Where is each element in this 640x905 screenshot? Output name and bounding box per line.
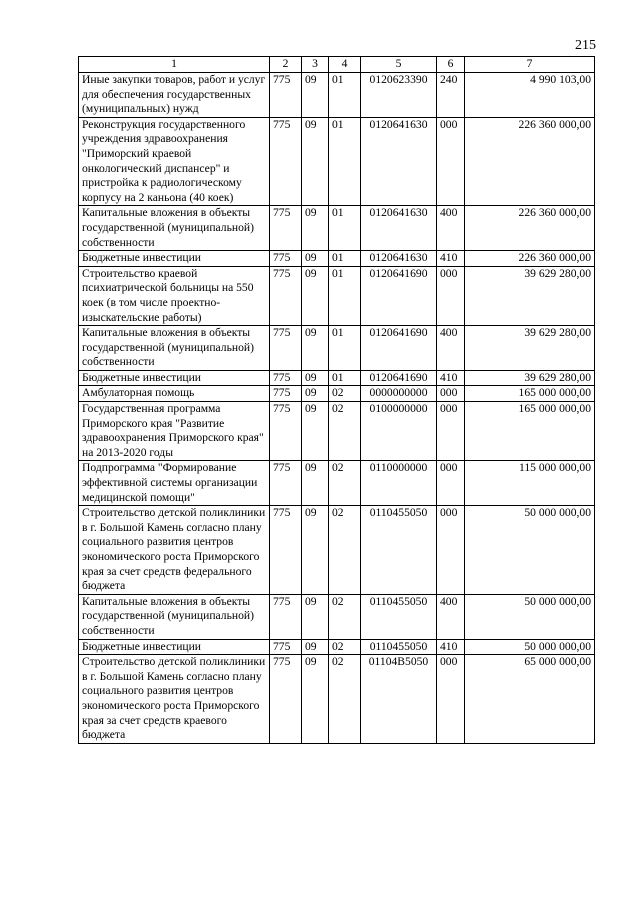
row-name-cell: Бюджетные инвестиции xyxy=(79,639,270,655)
column-header: 3 xyxy=(302,57,329,73)
table-row xyxy=(79,402,595,461)
row-gr-cell: 775 xyxy=(270,386,302,402)
row-sum-cell: 39 629 280,00 xyxy=(465,266,595,325)
row-csr-cell: 0110000000 xyxy=(361,461,437,506)
table-row xyxy=(79,206,595,251)
column-header: 2 xyxy=(270,57,302,73)
row-sum-cell: 50 000 000,00 xyxy=(465,506,595,595)
row-gr-cell: 775 xyxy=(270,117,302,206)
row-sum-cell: 4 990 103,00 xyxy=(465,73,595,118)
row-section-cell: 09 xyxy=(302,370,329,386)
row-sum-cell: 165 000 000,00 xyxy=(465,386,595,402)
row-subsection-cell: 01 xyxy=(329,73,361,118)
row-section-cell: 09 xyxy=(302,639,329,655)
row-section-cell: 09 xyxy=(302,386,329,402)
column-header: 5 xyxy=(361,57,437,73)
row-name-cell: Строительство детской поликлиники в г. Большой Камень согласно плану социального развития центров экономического роста Приморского края за счет средств федерального бюджета xyxy=(79,506,270,595)
row-sum-cell: 39 629 280,00 xyxy=(465,326,595,371)
row-gr-cell: 775 xyxy=(270,402,302,461)
row-csr-cell: 0120641630 xyxy=(361,117,437,206)
row-gr-cell: 775 xyxy=(270,506,302,595)
row-subsection-cell: 02 xyxy=(329,655,361,744)
row-csr-cell: 01104B5050 xyxy=(361,655,437,744)
row-section-cell: 09 xyxy=(302,506,329,595)
row-gr-cell: 775 xyxy=(270,326,302,371)
table-body xyxy=(79,73,595,744)
row-subsection-cell: 02 xyxy=(329,461,361,506)
row-subsection-cell: 02 xyxy=(329,386,361,402)
row-vr-cell: 000 xyxy=(437,117,465,206)
budget-table xyxy=(78,56,595,744)
row-subsection-cell: 02 xyxy=(329,639,361,655)
row-section-cell: 09 xyxy=(302,594,329,639)
row-section-cell: 09 xyxy=(302,206,329,251)
row-vr-cell: 000 xyxy=(437,266,465,325)
row-vr-cell: 410 xyxy=(437,370,465,386)
row-sum-cell: 65 000 000,00 xyxy=(465,655,595,744)
row-subsection-cell: 02 xyxy=(329,506,361,595)
row-csr-cell: 0110455050 xyxy=(361,639,437,655)
column-header: 6 xyxy=(437,57,465,73)
row-csr-cell: 0120641690 xyxy=(361,266,437,325)
row-subsection-cell: 01 xyxy=(329,117,361,206)
table-row xyxy=(79,655,595,744)
row-section-cell: 09 xyxy=(302,266,329,325)
column-header: 7 xyxy=(465,57,595,73)
table-row xyxy=(79,594,595,639)
row-subsection-cell: 01 xyxy=(329,251,361,267)
row-vr-cell: 410 xyxy=(437,639,465,655)
page-number: 215 xyxy=(575,38,596,53)
row-vr-cell: 410 xyxy=(437,251,465,267)
row-vr-cell: 000 xyxy=(437,386,465,402)
row-subsection-cell: 02 xyxy=(329,402,361,461)
table-row xyxy=(79,326,595,371)
row-name-cell: Реконструкция государственного учреждения здравоохранения "Приморский краевой онкологический диспансер" и пристройка к радиологическому корпусу на 2 каньона (40 коек) xyxy=(79,117,270,206)
table-row xyxy=(79,73,595,118)
row-vr-cell: 400 xyxy=(437,326,465,371)
row-name-cell: Строительство детской поликлиники в г. Большой Камень согласно плану социального развития центров экономического роста Приморского края за счет средств краевого бюджета xyxy=(79,655,270,744)
row-subsection-cell: 01 xyxy=(329,370,361,386)
row-subsection-cell: 01 xyxy=(329,326,361,371)
row-name-cell: Подпрограмма "Формирование эффективной системы организации медицинской помощи" xyxy=(79,461,270,506)
row-vr-cell: 400 xyxy=(437,594,465,639)
row-name-cell: Капитальные вложения в объекты государственной (муниципальной) собственности xyxy=(79,326,270,371)
row-section-cell: 09 xyxy=(302,655,329,744)
row-sum-cell: 226 360 000,00 xyxy=(465,251,595,267)
row-csr-cell: 0120641690 xyxy=(361,370,437,386)
column-header: 1 xyxy=(79,57,270,73)
table-row xyxy=(79,370,595,386)
row-gr-cell: 775 xyxy=(270,206,302,251)
row-name-cell: Строительство краевой психиатрической больницы на 550 коек (в том числе проектно-изыскательские работы) xyxy=(79,266,270,325)
row-sum-cell: 226 360 000,00 xyxy=(465,117,595,206)
row-sum-cell: 226 360 000,00 xyxy=(465,206,595,251)
row-csr-cell: 0100000000 xyxy=(361,402,437,461)
table-row xyxy=(79,251,595,267)
row-name-cell: Амбулаторная помощь xyxy=(79,386,270,402)
row-vr-cell: 000 xyxy=(437,655,465,744)
row-section-cell: 09 xyxy=(302,73,329,118)
row-gr-cell: 775 xyxy=(270,73,302,118)
row-subsection-cell: 01 xyxy=(329,206,361,251)
row-name-cell: Капитальные вложения в объекты государственной (муниципальной) собственности xyxy=(79,206,270,251)
row-vr-cell: 000 xyxy=(437,461,465,506)
row-sum-cell: 39 629 280,00 xyxy=(465,370,595,386)
row-name-cell: Иные закупки товаров, работ и услуг для обеспечения государственных (муниципальных) нужд xyxy=(79,73,270,118)
row-gr-cell: 775 xyxy=(270,639,302,655)
row-gr-cell: 775 xyxy=(270,370,302,386)
row-gr-cell: 775 xyxy=(270,461,302,506)
row-csr-cell: 0000000000 xyxy=(361,386,437,402)
row-csr-cell: 0110455050 xyxy=(361,506,437,595)
row-vr-cell: 240 xyxy=(437,73,465,118)
row-csr-cell: 0120623390 xyxy=(361,73,437,118)
row-sum-cell: 50 000 000,00 xyxy=(465,594,595,639)
table-row xyxy=(79,386,595,402)
row-csr-cell: 0120641630 xyxy=(361,251,437,267)
row-section-cell: 09 xyxy=(302,251,329,267)
table-header-row xyxy=(79,57,595,73)
table-row xyxy=(79,117,595,206)
row-csr-cell: 0120641690 xyxy=(361,326,437,371)
table-row xyxy=(79,266,595,325)
column-header: 4 xyxy=(329,57,361,73)
table-row xyxy=(79,461,595,506)
row-vr-cell: 400 xyxy=(437,206,465,251)
row-section-cell: 09 xyxy=(302,117,329,206)
row-section-cell: 09 xyxy=(302,402,329,461)
row-gr-cell: 775 xyxy=(270,594,302,639)
row-sum-cell: 115 000 000,00 xyxy=(465,461,595,506)
row-csr-cell: 0120641630 xyxy=(361,206,437,251)
row-gr-cell: 775 xyxy=(270,251,302,267)
row-subsection-cell: 02 xyxy=(329,594,361,639)
table-row xyxy=(79,639,595,655)
row-vr-cell: 000 xyxy=(437,506,465,595)
row-name-cell: Государственная программа Приморского края "Развитие здравоохранения Приморского края" на 2013-2020 годы xyxy=(79,402,270,461)
row-sum-cell: 50 000 000,00 xyxy=(465,639,595,655)
row-section-cell: 09 xyxy=(302,461,329,506)
row-csr-cell: 0110455050 xyxy=(361,594,437,639)
row-gr-cell: 775 xyxy=(270,655,302,744)
table-row xyxy=(79,506,595,595)
row-sum-cell: 165 000 000,00 xyxy=(465,402,595,461)
row-name-cell: Бюджетные инвестиции xyxy=(79,370,270,386)
row-vr-cell: 000 xyxy=(437,402,465,461)
row-name-cell: Капитальные вложения в объекты государственной (муниципальной) собственности xyxy=(79,594,270,639)
row-name-cell: Бюджетные инвестиции xyxy=(79,251,270,267)
row-subsection-cell: 01 xyxy=(329,266,361,325)
row-gr-cell: 775 xyxy=(270,266,302,325)
row-section-cell: 09 xyxy=(302,326,329,371)
